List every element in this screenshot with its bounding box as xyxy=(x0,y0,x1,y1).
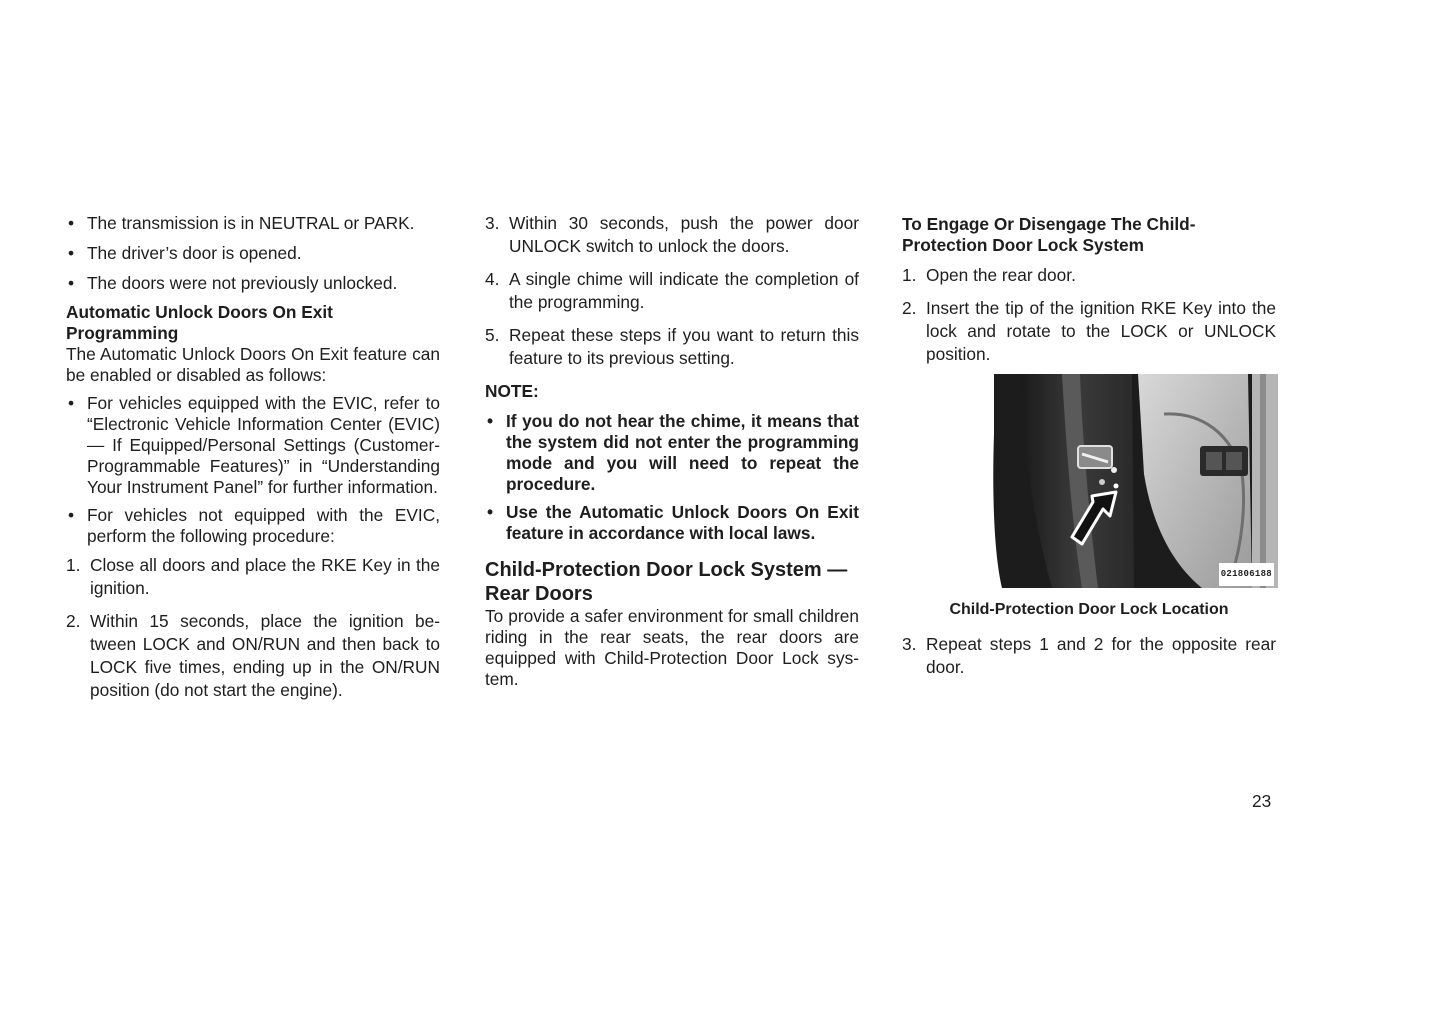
step-text: Repeat steps 1 and 2 for the opposite rear door. xyxy=(926,634,1276,677)
step-item xyxy=(902,633,1276,679)
engage-steps xyxy=(902,264,1276,366)
step-item xyxy=(902,264,1276,287)
section-subheading: To Engage Or Disengage The Child-Protection Door Lock System xyxy=(902,214,1196,255)
step-text: Close all doors and place the RKE Key in the ignition. xyxy=(90,555,440,598)
right-column xyxy=(902,212,1276,689)
list-item: • For vehicles equipped with the EVIC, refer to “Electronic Vehicle Information Center (EVIC) — If Equipped/Personal Settings (Customer-Programmable Features)” in “Understanding Your Instrument Panel” for further information. xyxy=(66,393,440,498)
conditions-list xyxy=(66,212,440,295)
step-number: 1. xyxy=(902,265,917,285)
step-number: 3. xyxy=(485,213,500,233)
step-item xyxy=(485,212,859,258)
middle-column xyxy=(485,212,859,690)
step-number: 1. xyxy=(66,555,81,575)
engage-steps-after xyxy=(902,633,1276,679)
step-number: 2. xyxy=(66,611,81,631)
page-number: 23 xyxy=(1252,791,1272,811)
list-item: • The doors were not previously unlocked. xyxy=(66,272,440,295)
left-column xyxy=(66,212,440,712)
list-item: • The transmission is in NEUTRAL or PARK. xyxy=(66,212,440,235)
section-intro: The Automatic Unlock Doors On Exit feature can be enabled or disabled as follows: xyxy=(66,344,440,385)
step-text: Repeat these steps if you want to return this feature to its previous setting. xyxy=(509,325,859,368)
figure-caption: Child-Protection Door Lock Location xyxy=(949,601,1229,618)
list-item: • Use the Automatic Unlock Doors On Exit feature in accordance with local laws. xyxy=(485,502,859,544)
step-number: 3. xyxy=(902,634,917,654)
section-body: To provide a safer environment for small children riding in the rear seats, the rear doors are equipped with Child-Protection Door Lock system. xyxy=(485,606,859,689)
procedure-steps-continued xyxy=(485,212,859,370)
step-text: Within 15 seconds, place the ignition between LOCK and ON/RUN and then back to LOCK five times, ending up in the ON/RUN position (do not start the engine). xyxy=(90,611,440,700)
step-text: Insert the tip of the ignition RKE Key into the lock and rotate to the LOCK or UNLOCK position. xyxy=(926,298,1276,364)
list-item: • For vehicles not equipped with the EVIC, perform the following procedure: xyxy=(66,505,440,547)
step-item xyxy=(66,554,440,600)
list-item: • The driver’s door is opened. xyxy=(66,242,440,265)
step-text: Open the rear door. xyxy=(926,265,1076,285)
note-list xyxy=(485,411,859,544)
door-lock-illustration xyxy=(902,374,1278,588)
step-item xyxy=(902,297,1276,366)
evic-list xyxy=(66,393,440,547)
figure-code: 021806188 xyxy=(1219,563,1274,586)
note-label: NOTE: xyxy=(485,381,539,401)
step-number: 5. xyxy=(485,325,500,345)
section-subheading: Automatic Unlock Doors On Exit Programming xyxy=(66,302,333,343)
step-item xyxy=(66,610,440,702)
step-text: A single chime will indicate the completion of the programming. xyxy=(509,269,859,312)
door-lock-figure xyxy=(902,374,1278,588)
section-heading: Child-Protection Door Lock System — Rear Doors xyxy=(485,559,848,605)
list-item: • If you do not hear the chime, it means that the system did not enter the programming mode and you will need to repeat the procedure. xyxy=(485,411,859,495)
step-number: 4. xyxy=(485,269,500,289)
step-text: Within 30 seconds, push the power door UNLOCK switch to unlock the doors. xyxy=(509,213,859,256)
step-item xyxy=(485,268,859,314)
step-number: 2. xyxy=(902,298,917,318)
procedure-steps xyxy=(66,554,440,702)
step-item xyxy=(485,324,859,370)
